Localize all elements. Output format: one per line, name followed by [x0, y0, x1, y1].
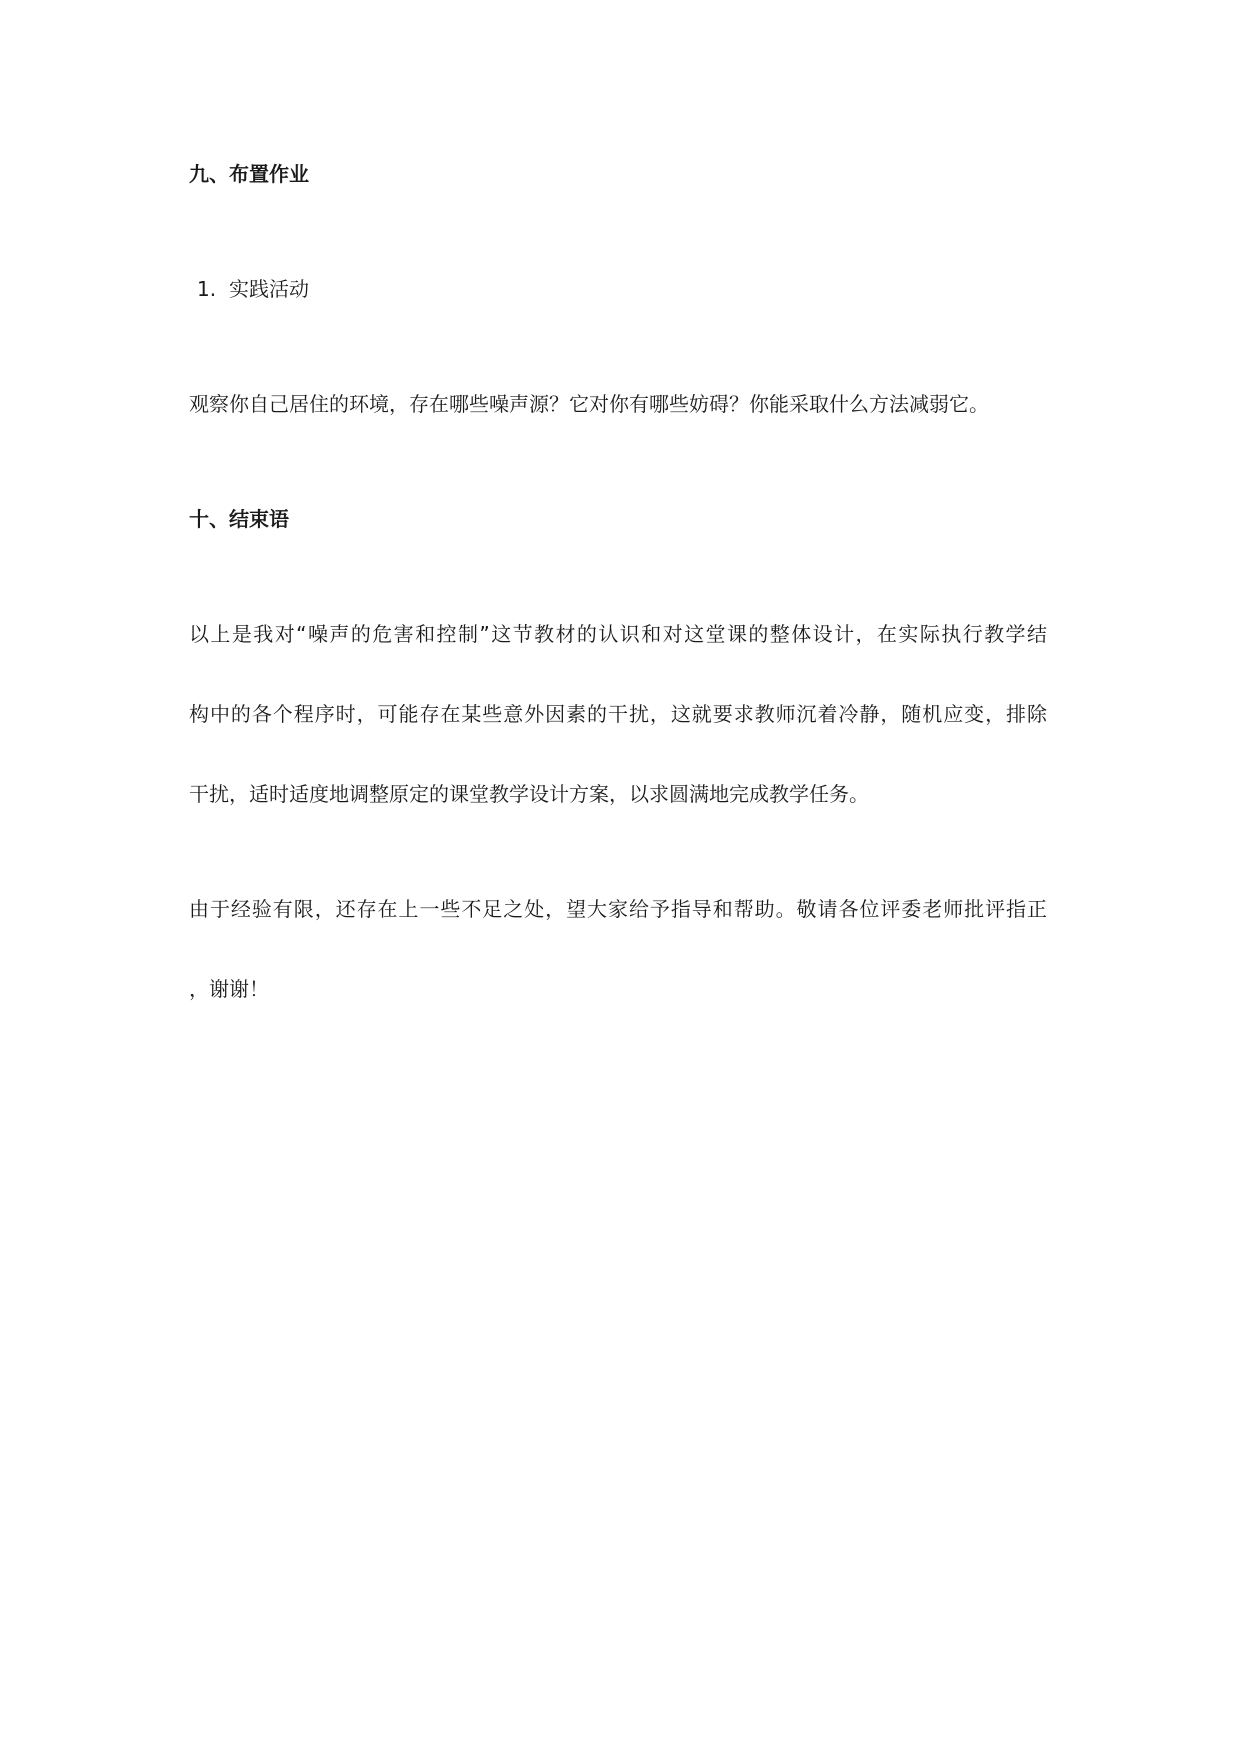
conclusion-paragraph-2-line-1: 由于经验有限，还存在上一些不足之处，望大家给予指导和帮助。敬请各位评委老师批评指正: [189, 897, 1047, 921]
conclusion-paragraph-1-line-2: 构中的各个程序时，可能存在某些意外因素的干扰，这就要求教师沉着冷静，随机应变，排除: [189, 702, 1047, 726]
list-item-title: 实践活动: [229, 277, 309, 301]
section-heading-homework: 九、布置作业: [189, 162, 309, 186]
practice-activity-body: 观察你自己居住的环境，存在哪些噪声源？它对你有哪些妨碍？你能采取什么方法减弱它。: [189, 392, 989, 416]
conclusion-paragraph-1-line-3: 干扰，适时适度地调整原定的课堂教学设计方案，以求圆满地完成教学任务。: [189, 782, 869, 806]
list-item-practice-activity: [197, 277, 309, 301]
conclusion-paragraph-1-line-1: 以上是我对“噪声的危害和控制”这节教材的认识和对这堂课的整体设计，在实际执行教学结: [189, 622, 1047, 646]
section-heading-conclusion: 十、结束语: [189, 507, 289, 531]
list-item-number: 1.: [197, 277, 217, 301]
conclusion-paragraph-2-line-2: ，谢谢！: [189, 977, 269, 1001]
